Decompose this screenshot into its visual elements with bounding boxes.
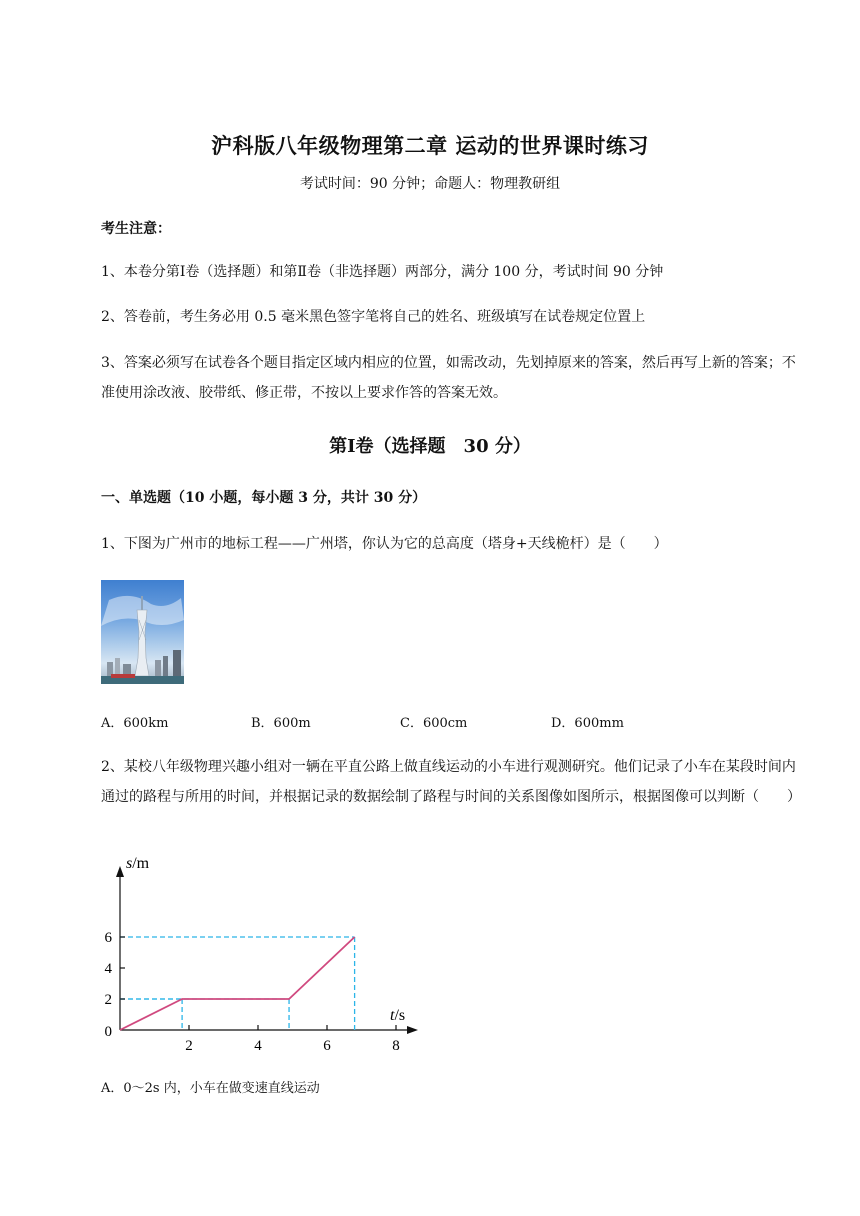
distance-time-line — [120, 937, 355, 1030]
chart-svg — [100, 852, 430, 1056]
question-2-option-a: A．0～2s 内，小车在做变速直线运动 — [101, 1081, 320, 1096]
option-c: C．600cm — [400, 716, 468, 731]
question-1-stem: 1、下图为广州市的地标工程——广州塔，你认为它的总高度（塔身+天线桅杆）是（ ） — [101, 536, 668, 552]
y-axis-arrow — [116, 866, 124, 877]
option-d: D．600mm — [551, 716, 624, 731]
question-2-stem: 2、某校八年级物理兴趣小组对一辆在平直公路上做直线运动的小车进行观测研究。他们记录了小车在某段时间内通过的路程与所用的时间，并根据记录的数据绘制了路程与时间的关系图像如图所示，根据图像可以判断（ ） — [101, 759, 801, 805]
y-tick-label: 6 — [104, 930, 112, 946]
y-axis-label: s/m — [126, 855, 150, 872]
page-title: 沪科版八年级物理第二章 运动的世界课时练习 — [211, 133, 649, 158]
origin-label: 0 — [104, 1024, 112, 1040]
x-tick-label: 2 — [185, 1038, 193, 1054]
exam-info: 考试时间：90 分钟；命题人：物理教研组 — [299, 176, 561, 192]
y-tick-label: 4 — [104, 961, 112, 977]
notice-item-3: 3、答案必须写在试卷各个题目指定区域内相应的位置，如需改动，先划掉原来的答案，然后再写上新的答案；不准使用涂改液、胶带纸、修正带，不按以上要求作答的答案无效。 — [101, 355, 796, 401]
x-axis-label: t/s — [390, 1007, 406, 1024]
option-a: A．600km — [101, 716, 169, 731]
y-tick-label: 2 — [104, 992, 112, 1008]
notice-item-1: 1、本卷分第Ⅰ卷（选择题）和第Ⅱ卷（非选择题）两部分，满分 100 分，考试时间 90 分钟 — [101, 264, 664, 280]
option-b: B．600m — [251, 716, 311, 731]
x-tick-label: 4 — [254, 1038, 262, 1054]
x-tick-label: 8 — [392, 1038, 400, 1054]
x-axis-arrow — [407, 1026, 418, 1034]
canton-tower-photo — [101, 580, 184, 684]
distance-time-graph — [100, 852, 430, 1060]
section-title: 第Ⅰ卷（选择题 30 分） — [329, 436, 531, 457]
x-tick-label: 6 — [323, 1038, 331, 1054]
part-heading: 一、单选题（10 小题，每小题 3 分，共计 30 分） — [101, 490, 427, 506]
notice-item-2: 2、答卷前，考生务必用 0.5 毫米黑色签字笔将自己的姓名、班级填写在试卷规定位置上 — [101, 309, 646, 325]
notice-heading: 考生注意： — [101, 221, 171, 237]
